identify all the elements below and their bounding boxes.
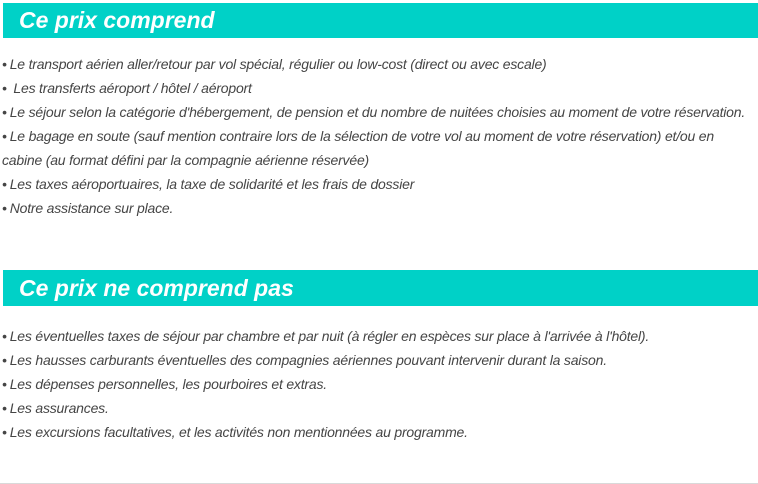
list-item-text: Le bagage en soute (sauf mention contraire lors de la sélection de votre vol au moment de votre réservation) et/ou en cabine (au format défini par la compagnie aérienne réservée) [2,128,714,168]
section-header-price-excludes [3,270,758,306]
list-item [2,100,750,124]
list-item [2,420,750,444]
list-item-text: Les taxes aéroportuaires, la taxe de solidarité et les frais de dossier [9,176,415,192]
list-item [2,348,750,372]
bullet-icon: • [2,352,7,368]
bullet-icon: • [2,80,7,96]
bullet-icon: • [2,56,7,72]
list-item-text: Les hausses carburants éventuelles des compagnies aériennes pouvant intervenir durant la saison. [9,352,607,368]
list-item [2,172,750,196]
bullet-icon: • [2,104,7,120]
price-excludes-list [0,324,758,444]
list-item-text: Les assurances. [9,400,109,416]
list-item [2,372,750,396]
price-includes-list [0,52,758,220]
list-item [2,396,750,420]
bullet-icon: • [2,176,7,192]
list-item-text: Les dépenses personnelles, les pourboires et extras. [9,376,327,392]
list-item [2,76,750,100]
bullet-icon: • [2,376,7,392]
bullet-icon: • [2,328,7,344]
list-item-text: Les excursions facultatives, et les activités non mentionnées au programme. [9,424,468,440]
list-item [2,124,750,172]
list-item-text: Le transport aérien aller/retour par vol spécial, régulier ou low-cost (direct ou avec escale) [9,56,547,72]
list-item-text: Le séjour selon la catégorie d'hébergement, de pension et du nombre de nuitées choisies au moment de votre réservation. [9,104,746,120]
list-item-text: Les transferts aéroport / hôtel / aéroport [9,80,252,96]
list-item [2,324,750,348]
list-item-text: Les éventuelles taxes de séjour par chambre et par nuit (à régler en espèces sur place à l'arrivée à l'hôtel). [9,328,650,344]
bullet-icon: • [2,400,7,416]
section-header-price-includes [3,3,758,38]
bullet-icon: • [2,128,7,144]
section-title: Ce prix comprend [19,7,215,33]
list-item-text: Notre assistance sur place. [9,200,174,216]
list-item [2,52,750,76]
section-title: Ce prix ne comprend pas [19,274,294,301]
bullet-icon: • [2,200,7,216]
list-item [2,196,750,220]
bullet-icon: • [2,424,7,440]
